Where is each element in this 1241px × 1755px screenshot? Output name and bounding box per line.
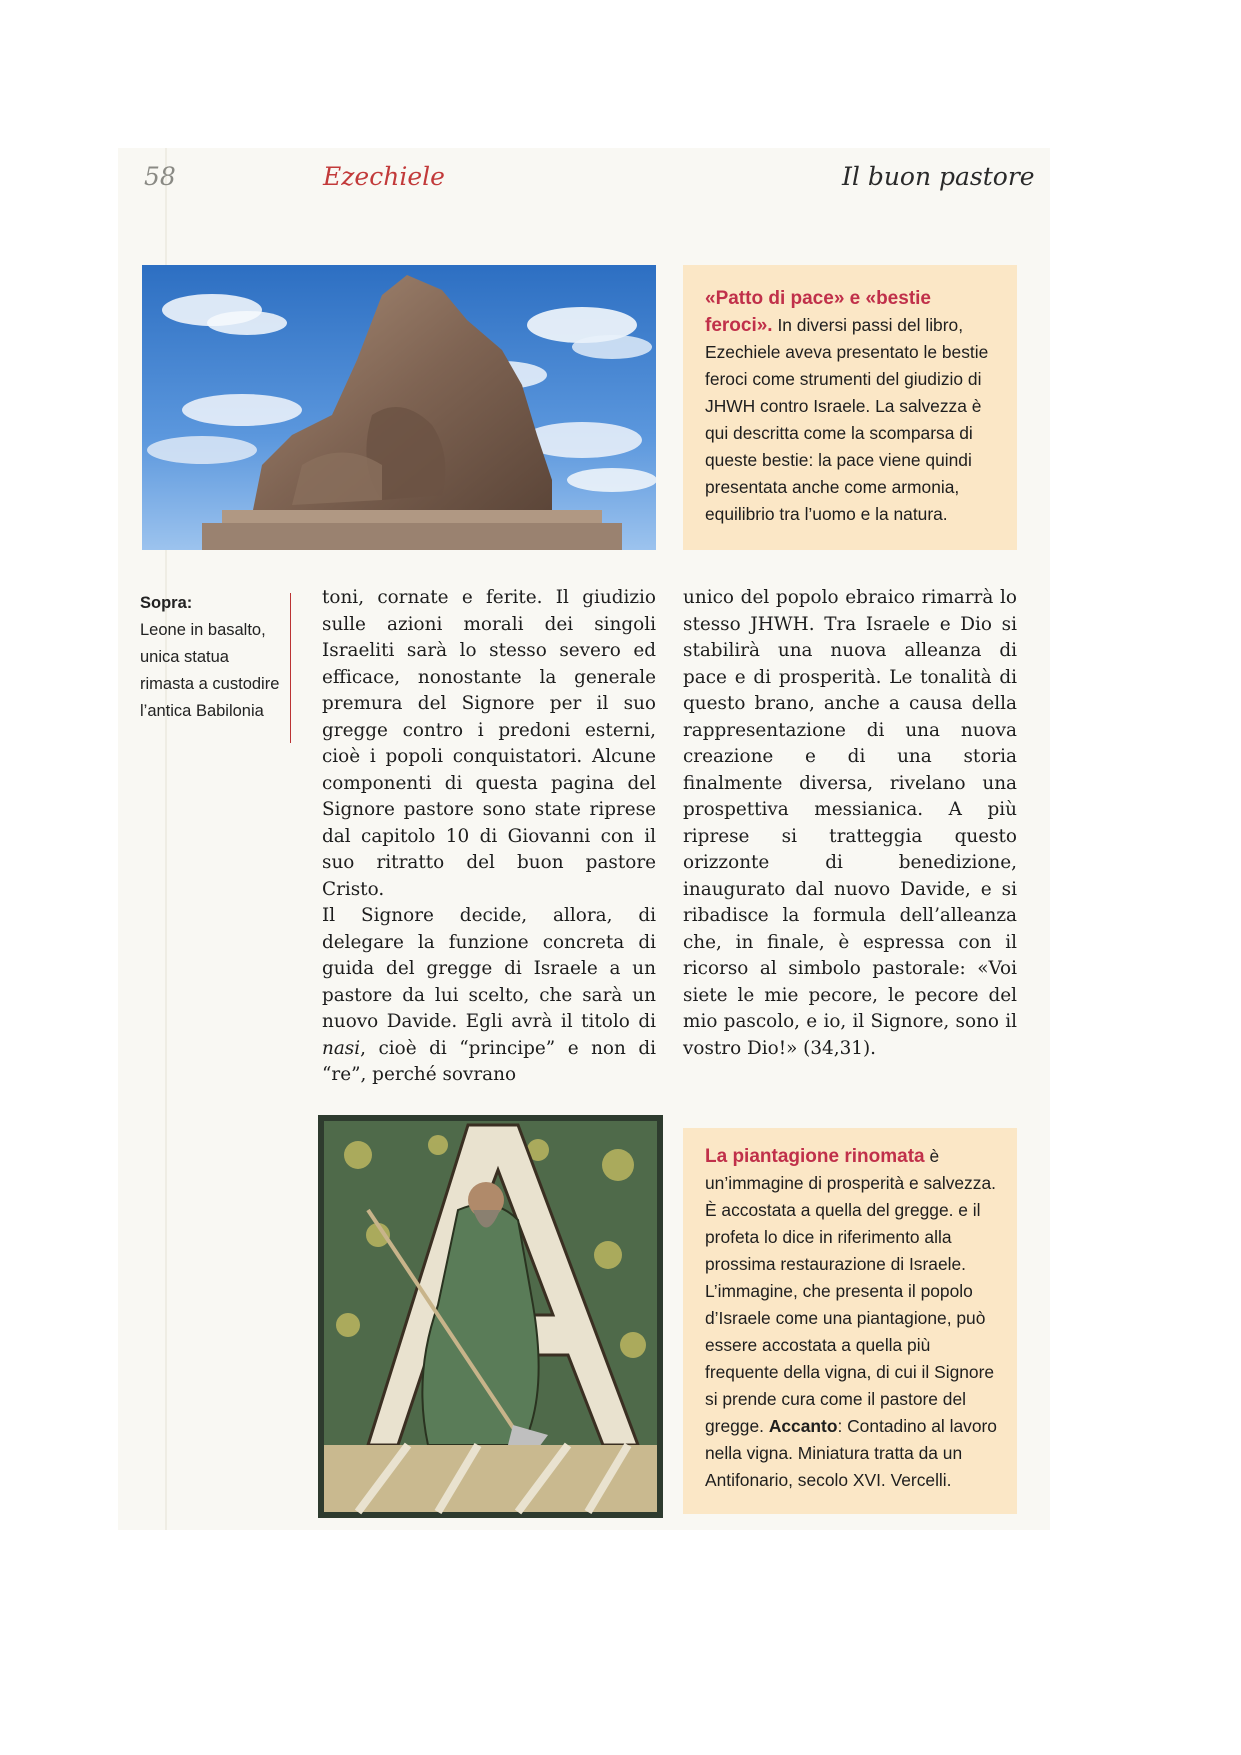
paragraph: toni, cornate e ferite. Il giudizio sulle azioni morali dei singoli Israeliti sarà lo stesso severo ed efficace, nonostante la generale premura del Signore per il suo gregge contro i predoni esterni, cioè i popoli conquistatori. Alcune componenti di questa pagina del Signore pastore sono state riprese dal capitolo 10 di Giovanni con il suo ritratto del buon pastore Cristo. — [322, 587, 656, 900]
sidebar-patto-di-pace — [683, 265, 1017, 550]
body-column-left — [322, 585, 656, 1089]
sidebar-keyword: «Patto di pace» e «bestie feroci». — [705, 288, 931, 336]
caption-divider — [290, 593, 291, 743]
page-number: 58 — [144, 162, 176, 191]
photo-caption — [140, 590, 280, 725]
sidebar-text: In diversi passi del libro, Ezechiele aveva presentato le bestie feroci come strumenti del giudizio di JHWH contro Israele. La salvezza è qui descritta come la scomparsa di queste bestie: la pace viene quindi presentata anche come armonia, equilibrio tra l’uomo e la natura. — [705, 315, 989, 524]
body-column-right — [683, 585, 1017, 1062]
sidebar-keyword: La piantagione rinomata — [705, 1146, 925, 1167]
italic-term: nasi — [322, 1037, 361, 1059]
caption-label: Sopra: — [140, 594, 193, 612]
sidebar-text: è un’immagine di prosperità e salvezza. È accostata a quella del gregge. e il profeta lo dice in riferimento alla prossima restaurazione di Israele. L’immagine, che presenta il popolo d’Israele come una piantagione, può essere accostata a quella più frequente della vigna, di cui il Signore si prende cura come il pastore del gregge. — [705, 1146, 996, 1436]
text-run: , cioè di “principe” e non di “re”, perché sovrano — [322, 1037, 656, 1085]
text-run: Il Signore decide, allora, di delegare la funzione concreta di guida del gregge di Israele a un pastore da lui scelto, che sarà un nuovo Davide. Egli avrà il titolo di — [322, 905, 656, 1032]
paragraph — [322, 903, 656, 1089]
sidebar-piantagione — [683, 1128, 1017, 1514]
lion-statue-photo — [142, 265, 656, 550]
accanto-text: : Contadino al lavoro nella vigna. Miniatura tratta da un Antifonario, secolo XVI. Vercelli. — [705, 1416, 997, 1490]
accanto-label: Accanto — [768, 1416, 838, 1436]
paragraph: unico del popolo ebraico rimarrà lo stesso JHWH. Tra Israele e Dio si stabilirà una nuova alleanza di pace e di prosperità. Le tonalità di questo brano, anche a causa della rappresentazione di una nuova creazione e di una storia finalmente diversa, rivelano una prospettiva messianica. A più riprese si tratteggia questo orizzonte di benedizione, inaugurato dal nuovo Davide, e si ribadisce la formula dell’alleanza che, in finale, è espressa con il ricorso al simbolo pastorale: «Voi siete le mie pecore, le pecore del mio pascolo, e io, il Signore, sono il vostro Dio!» (34,31). — [683, 587, 1017, 1059]
antiphonary-miniature — [318, 1115, 663, 1518]
caption-text: Leone in basalto, unica statua rimasta a custodire l’antica Babilonia — [140, 621, 280, 720]
section-title: Il buon pastore — [842, 162, 1035, 191]
book-title: Ezechiele — [323, 162, 445, 191]
